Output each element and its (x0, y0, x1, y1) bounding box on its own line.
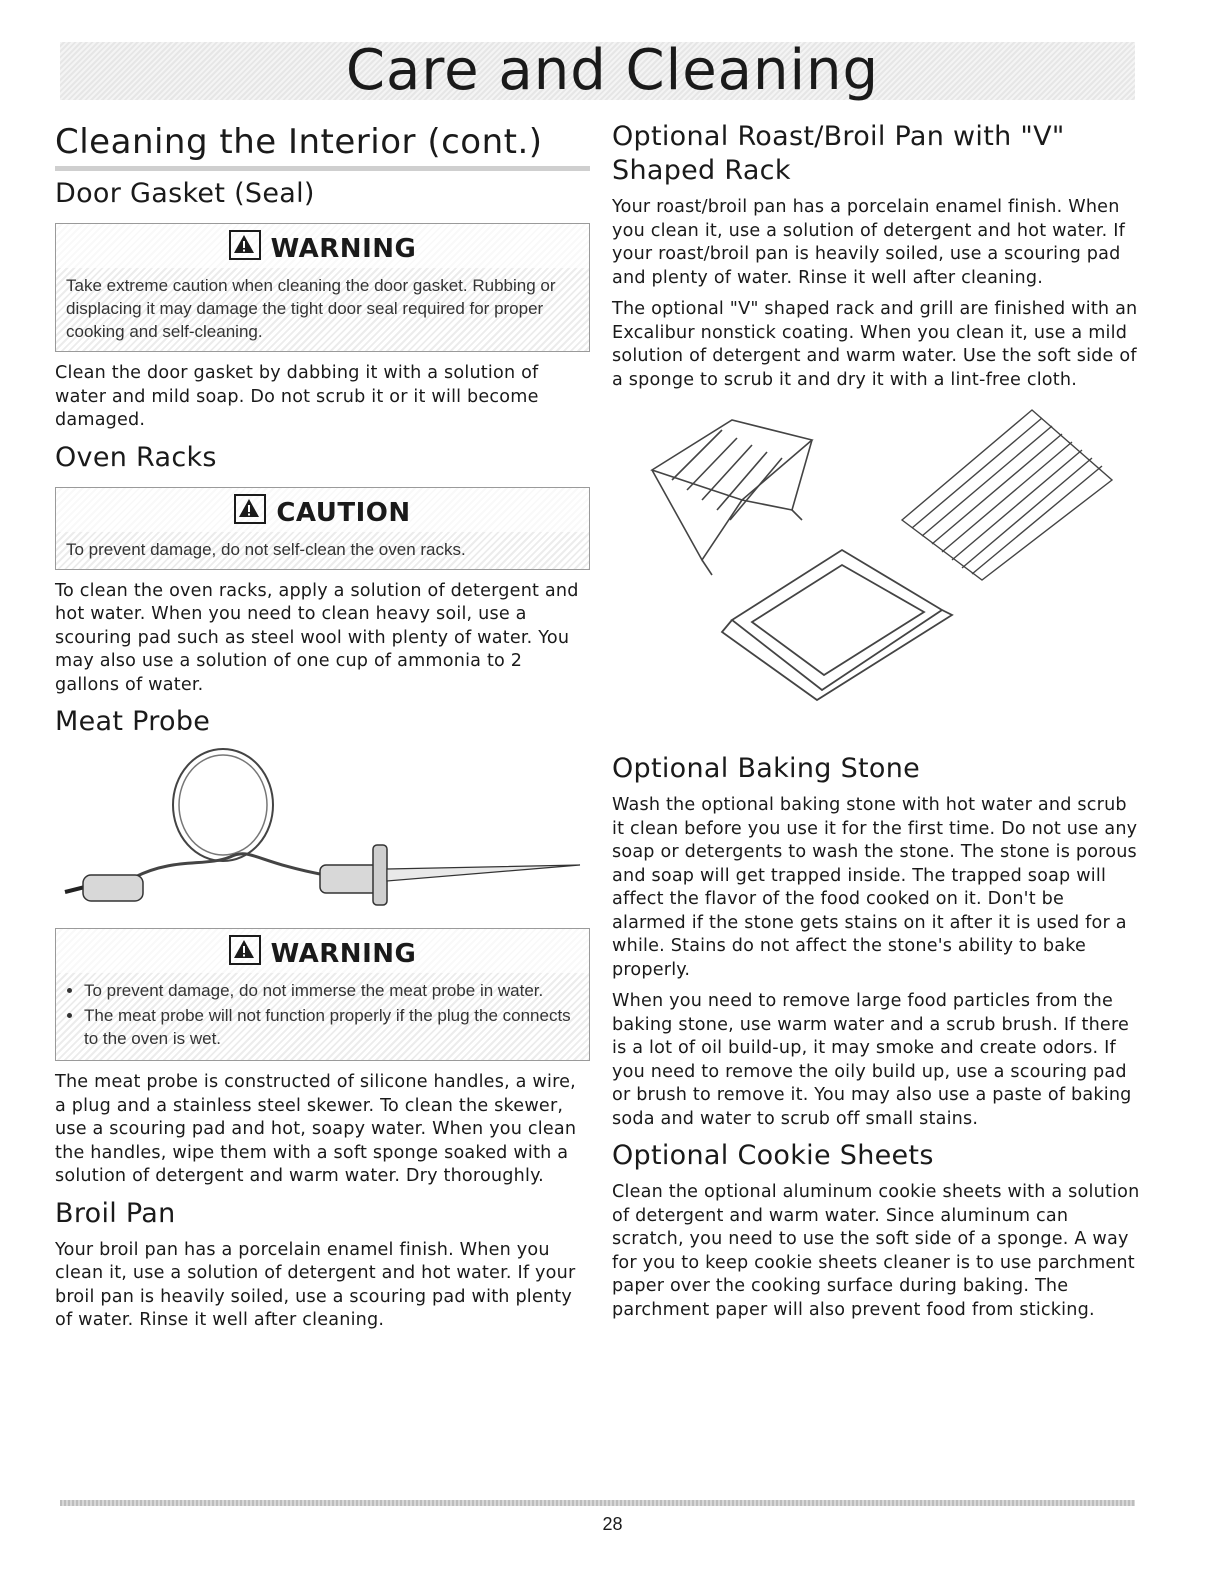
door-gasket-body: Clean the door gasket by dabbing it with a solution of water and mild soap. Do not scrub it or it will become damaged. (55, 363, 539, 430)
meat-probe-body: The meat probe is constructed of silicone handles, a wire, a plug and a stainless steel skewer. To clean the skewer, use a scouring pad and hot, soapy water. When you clean the handles, wipe them with a soft sponge soaked with a solution of detergent and warm water. Dry thoroughly. (55, 1072, 577, 1186)
roast-broil-body-1: Your roast/broil pan has a porcelain enamel finish. When you clean it, use a solution of detergent and hot water. If your roast/broil pan is heavily soiled, use a scouring pad and plenty of water. Rinse it well after cleaning. (612, 197, 1125, 288)
baking-stone-body-2: When you need to remove large food particles from the baking stone, use warm water and a scrub brush. If there is a lot of oil build-up, it may smoke and create odors. If you need to remove the oily build up, use a scouring pad or brush to remove it. You may also use a paste of baking soda and water to scrub off small stains. (612, 991, 1132, 1129)
warning-header (56, 224, 589, 268)
caution-header (56, 488, 589, 532)
footer-rule (60, 1500, 1135, 1506)
baking-stone-heading: Optional Baking Stone (612, 753, 921, 784)
page-number: 28 (602, 1514, 623, 1534)
meat-probe-drawing (55, 747, 585, 912)
warning-title: WARNING (270, 234, 417, 264)
right-column (612, 120, 1142, 1330)
warning-triangle-icon (229, 935, 261, 965)
warning-triangle-icon (229, 230, 261, 260)
meat-probe-warning-box (55, 928, 590, 1061)
warning-text: Take extreme caution when cleaning the door gasket. Rubbing or displacing it may damage the tight door seal required for proper cooking and self-cleaning. (66, 276, 556, 341)
warning-list-container (56, 973, 589, 1060)
warning-list-item: • The meat probe will not function properly if the plug the connects to the oven is wet. (84, 1004, 579, 1050)
meat-probe-illustration (55, 747, 590, 916)
cookie-sheets-body: Clean the optional aluminum cookie sheets with a solution of detergent and warm water. Since aluminum can scratch, you need to use the soft side of a sponge. A way for you to keep cookie sheets cleaner is to use parchment paper over the cooking surface during baking. The parchment paper will also prevent food from sticking. (612, 1182, 1140, 1320)
warning-list (66, 979, 579, 1050)
meat-probe-heading: Meat Probe (55, 706, 211, 737)
caution-title: CAUTION (276, 497, 411, 528)
baking-stone-body-1: Wash the optional baking stone with hot water and scrub it clean before you use it for the first time. Do not use any soap or detergents to wash the stone. The stone is porous and soap will get trapped inside. The trapped soap will affect the flavor of the food cooked on it. Don't be alarmed if the stone gets stains on it after it is used for a while. Stains do not affect the stone's ability to bake properly. (612, 795, 1138, 980)
oven-racks-heading: Oven Racks (55, 441, 217, 473)
warning-triangle-icon (234, 494, 266, 524)
door-gasket-warning-box (55, 223, 590, 352)
roast-broil-body-2: The optional "V" shaped rack and grill are finished with an Excalibur nonstick coating. When you clean it, use a mild solution of detergent and warm water. Use the soft side of a sponge to scrub it and dry it with a lint-free cloth. (612, 299, 1138, 390)
roast-broil-heading: Optional Roast/Broil Pan with "V" Shaped Rack (612, 121, 1065, 186)
caution-text: To prevent damage, do not self-clean the oven racks. (66, 539, 466, 559)
page-title: Care and Cleaning (345, 38, 880, 103)
broil-pan-body: Your broil pan has a porcelain enamel finish. When you clean it, use a solution of detergent and hot water. If your broil pan is heavily soiled, use a scouring pad with plenty of water. Rinse it well after cleaning. (55, 1239, 576, 1330)
left-column (55, 120, 590, 1341)
warning-title: WARNING (270, 939, 417, 969)
oven-racks-body: To clean the oven racks, apply a solution of detergent and hot water. When you need to clean heavy soil, use a scouring pad such as steel wool with plenty of water. You may also use a solution of one cup of ammonia to 2 gallons of water. (55, 580, 579, 695)
warning-list-item: • To prevent damage, do not immerse the meat probe in water. (84, 979, 579, 1002)
door-gasket-heading: Door Gasket (Seal) (55, 178, 315, 209)
section-title: Cleaning the Interior (cont.) (55, 120, 590, 171)
roast-broil-illustration (612, 400, 1142, 744)
oven-racks-caution-box (55, 487, 590, 570)
broil-pan-heading: Broil Pan (55, 1197, 176, 1229)
warning-header (56, 929, 589, 973)
roast-rack-grill-pan-drawing (612, 400, 1132, 740)
cookie-sheets-heading: Optional Cookie Sheets (612, 1140, 934, 1171)
